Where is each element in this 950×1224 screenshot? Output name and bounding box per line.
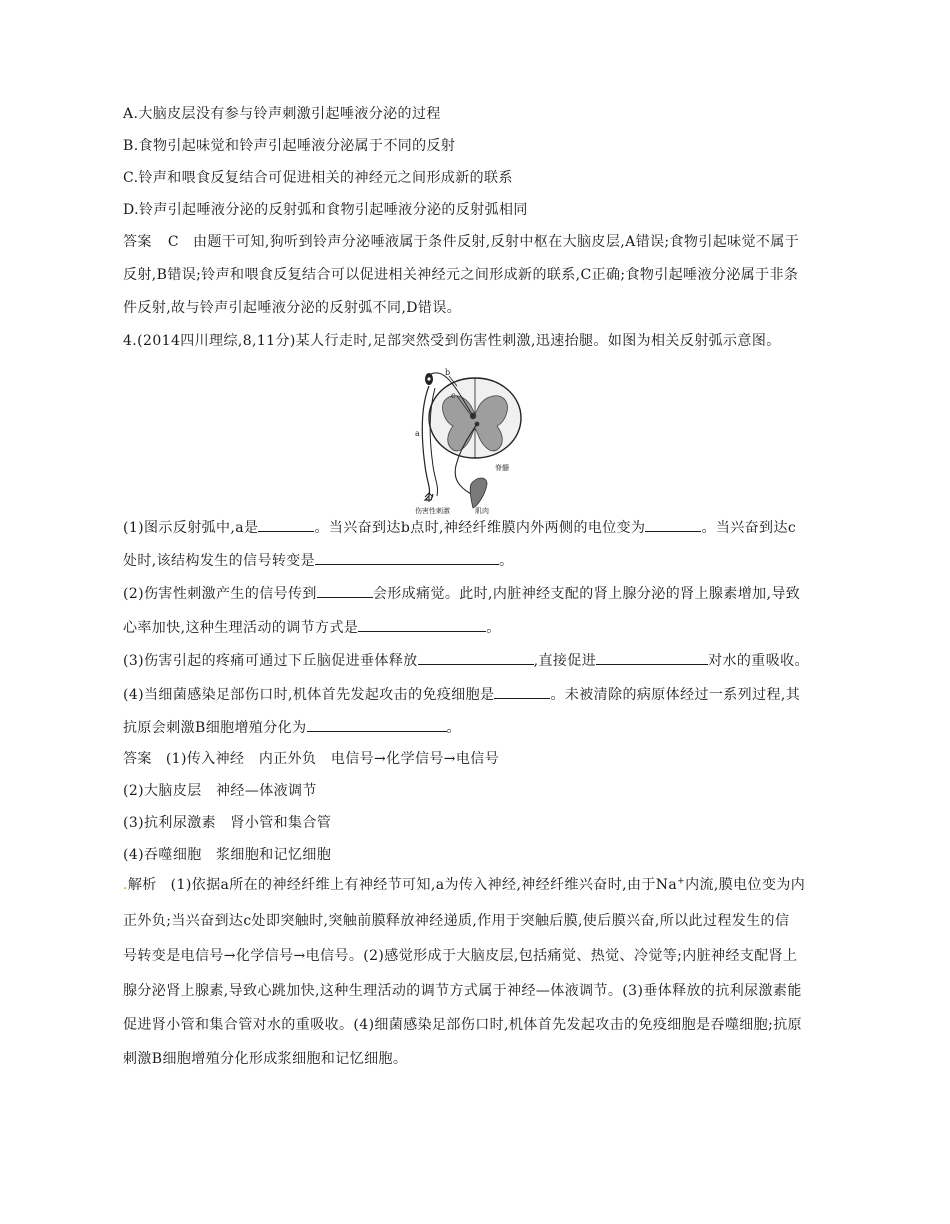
- analysis-line-4: 腺分泌肾上腺素,导致心跳加快,这种生理活动的调节方式属于神经—体液调节。(3)垂体释放的抗利尿激素能: [123, 983, 802, 999]
- q4-part1-text-b: 。当兴奋到达b点时,神经纤维膜内外两侧的电位变为: [314, 520, 646, 536]
- q4-part2-text-c: 心率加快,这种生理活动的调节方式是: [123, 620, 359, 636]
- option-b: B.食物引起味觉和铃声引起唾液分泌属于不同的反射: [123, 138, 456, 154]
- label-spinal-cord: 脊髓: [495, 464, 509, 472]
- blank-1[interactable]: [258, 517, 314, 532]
- q4-part1-line2: [123, 550, 513, 571]
- blank-8[interactable]: [494, 684, 550, 699]
- answer4-line-3: (3)抗利尿激素 肾小管和集合管: [123, 815, 332, 831]
- q4-part1-text-c: 。当兴奋到达c: [701, 520, 797, 536]
- analysis-line-5: 促进肾小管和集合管对水的重吸收。(4)细菌感染足部伤口时,机体首先发起攻击的免疫细胞是吞噬细胞;抗原: [123, 1017, 802, 1033]
- q4-part2-text-a: (2)伤害性刺激产生的信号传到: [123, 586, 317, 602]
- muscle-shape: [470, 478, 487, 508]
- q4-part1-text-a: (1)图示反射弧中,a是: [123, 520, 259, 536]
- blank-2[interactable]: [645, 517, 701, 532]
- answer-line-2: 反射,B错误;铃声和喂食反复结合可以促进相关神经元之间形成新的联系,C正确;食物引起唾液分泌属于非条: [123, 267, 799, 283]
- analysis-label: 解析: [127, 877, 157, 893]
- q4-part4-text-a: (4)当细菌感染足部伤口时,机体首先发起攻击的免疫细胞是: [123, 687, 495, 703]
- answer4-label: 答案: [123, 751, 152, 767]
- blank-7[interactable]: [596, 650, 708, 665]
- answer4-line-2: (2)大脑皮层 神经—体液调节: [123, 783, 317, 799]
- q4-part1-text-d: 处时,该结构发生的信号转变是: [123, 553, 316, 569]
- option-c: C.铃声和喂食反复结合可促进相关的神经元之间形成新的联系: [123, 170, 513, 186]
- blank-9[interactable]: [307, 717, 447, 732]
- option-a: A.大脑皮层没有参与铃声刺激引起唾液分泌的过程: [123, 106, 441, 122]
- answer4-line-1: [123, 749, 499, 769]
- q4-part4-text-c: 抗原会刺激B细胞增殖分化为: [123, 720, 307, 736]
- q4-part3-text-c: 对水的重吸收。: [708, 653, 809, 669]
- option-d: D.铃声引起唾液分泌的反射弧和食物引起唾液分泌的反射弧相同: [123, 202, 528, 218]
- q4-part2-line2: [123, 617, 501, 638]
- answer4-part-1: (1)传入神经 内正外负 电信号→化学信号→电信号: [165, 751, 500, 767]
- answer-line-3: 件反射,故与铃声引起唾液分泌的反射弧不同,D错误。: [123, 300, 462, 316]
- blank-4[interactable]: [317, 583, 373, 598]
- analysis-text-1a: (1)依据a所在的神经纤维上有神经节可知,a为传入神经,神经纤维兴奋时,由于Na: [170, 877, 678, 893]
- margin-dot: .: [123, 877, 128, 893]
- ganglion-center: [427, 377, 430, 380]
- question-4-stem: 4.(2014四川理综,8,11分)某人行走时,足部突然受到伤害性刺激,迅速抬腿。如图为相关反射弧示意图。: [123, 333, 781, 349]
- answer-line-1: [123, 232, 799, 252]
- q4-part4-line2: [123, 717, 461, 738]
- label-a: a: [415, 429, 420, 438]
- analysis-line-2: 正外负;当兴奋到达c处即突触时,突触前膜释放神经递质,作用于突触后膜,使后膜兴奋,所以此过程发生的信: [123, 913, 790, 929]
- analysis-text-1b: 内流,膜电位变为内: [685, 877, 806, 893]
- answer-choice: C: [167, 234, 179, 250]
- reflex-arc-diagram: [415, 366, 535, 516]
- q4-part3-line: [123, 650, 809, 671]
- q4-part4-text-d: 。: [446, 720, 461, 736]
- answer-label: 答案: [123, 234, 152, 250]
- analysis-line-6: 刺激B细胞增殖分化形成浆细胞和记忆细胞。: [123, 1051, 408, 1067]
- q4-part2-text-d: 。: [486, 620, 501, 636]
- q4-part1-line1: [123, 517, 796, 538]
- label-b: b: [445, 368, 451, 377]
- label-c: c: [451, 391, 456, 400]
- blank-3[interactable]: [315, 550, 499, 565]
- q4-part4-text-b: 。未被清除的病原体经过一系列过程,其: [550, 687, 801, 703]
- answer-explanation-1: 由题干可知,狗听到铃声分泌唾液属于条件反射,反射中枢在大脑皮层,A错误;食物引起味觉不属于: [192, 234, 800, 250]
- q4-part2-line1: [123, 583, 800, 604]
- sodium-charge: +: [677, 876, 686, 887]
- q4-part1-text-e: 。: [499, 553, 514, 569]
- q4-part3-text-b: ,直接促进: [533, 653, 597, 669]
- label-stimulus: 伤害性刺激: [415, 507, 450, 515]
- blank-5[interactable]: [358, 617, 486, 632]
- analysis-line-3: 号转变是电信号→化学信号→电信号。(2)感觉形成于大脑皮层,包括痛觉、热觉、冷觉等;内脏神经支配肾上: [123, 948, 798, 964]
- analysis-line-1: [123, 875, 805, 895]
- blank-6[interactable]: [418, 650, 534, 665]
- q4-part2-text-b: 会形成痛觉。此时,内脏神经支配的肾上腺分泌的肾上腺素增加,导致: [372, 586, 801, 602]
- answer4-line-4: (4)吞噬细胞 浆细胞和记忆细胞: [123, 847, 332, 863]
- label-muscle: 肌肉: [475, 507, 489, 515]
- q4-part3-text-a: (3)伤害引起的疼痛可通过下丘脑促进垂体释放: [123, 653, 418, 669]
- q4-part4-line1: [123, 684, 800, 705]
